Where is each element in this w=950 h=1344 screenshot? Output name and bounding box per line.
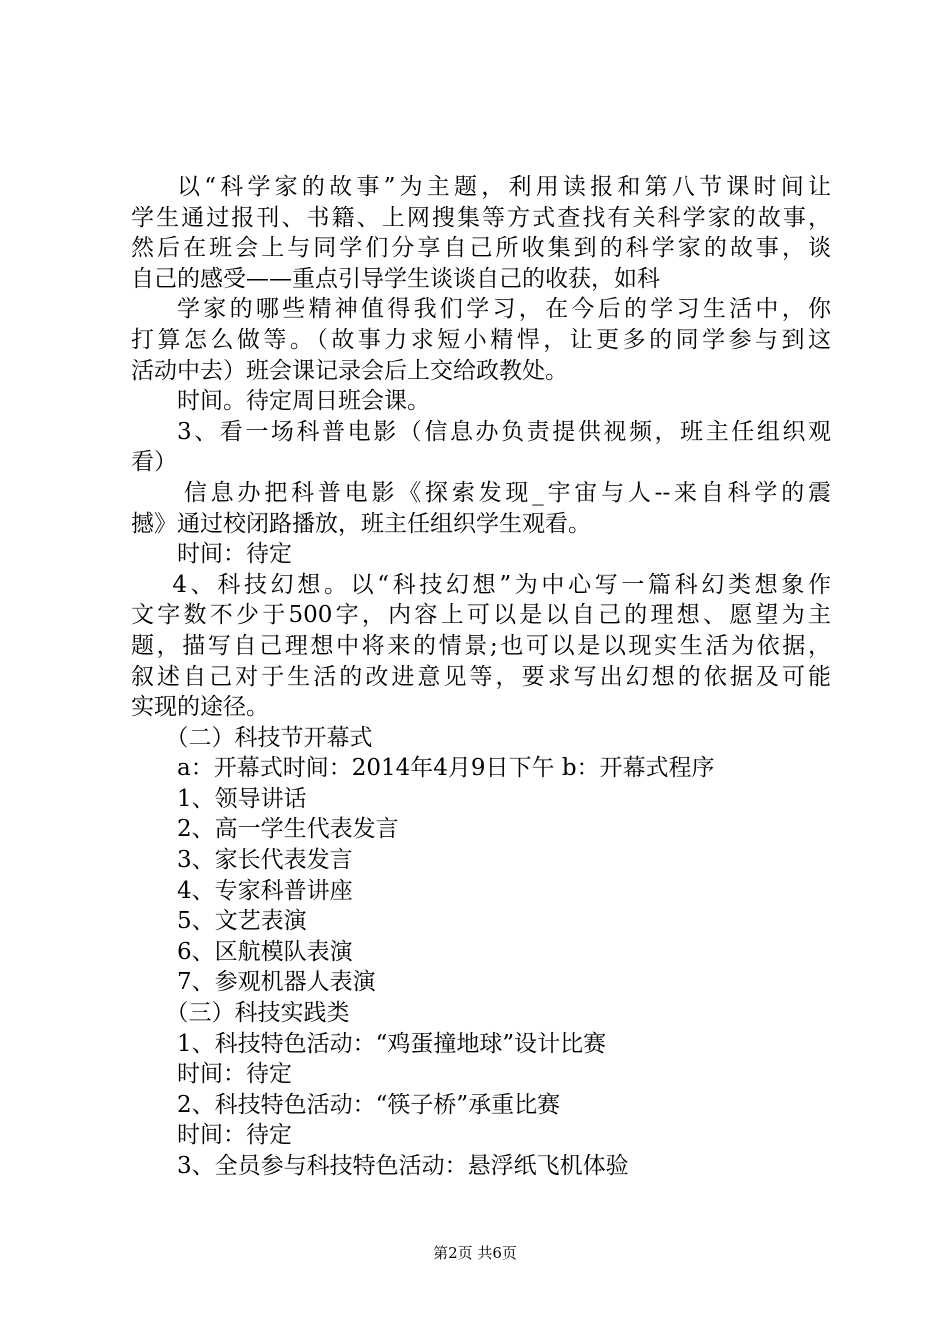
text-line: 学生通过报刊、书籍、上网搜集等方式查找有关科学家的故事，	[131, 204, 831, 231]
text-line: 学家的哪些精神值得我们学习，在今后的学习生活中，你	[177, 296, 831, 323]
page-footer: 第2页 共6页	[433, 1244, 517, 1262]
text-line: 文字数不少于500字，内容上可以是以自己的理想、愿望为主	[131, 602, 831, 629]
text-line: 2、科技特色活动：“筷子桥”承重比赛	[177, 1091, 561, 1118]
document-body	[131, 172, 831, 1182]
text-line: 5、文艺表演	[177, 908, 307, 935]
text-line: 3、看一场科普电影（信息办负责提供视频，班主任组织观	[177, 418, 831, 445]
text-line: 然后在班会上与同学们分享自己所收集到的科学家的故事，谈	[131, 235, 831, 262]
text-line: 3、全员参与科技特色活动：悬浮纸飞机体验	[177, 1153, 629, 1179]
text-line: 4、专家科普讲座	[177, 877, 353, 904]
text-line: 信息办把科普电影《探索发现_宇宙与人--来自科学的震	[183, 479, 831, 506]
text-line: 题，描写自己理想中将来的情景;也可以是以现实生活为依据，	[131, 632, 831, 659]
text-line: 以“科学家的故事”为主题，利用读报和第八节课时间让	[177, 174, 831, 200]
text-line: 6、区航模队表演	[177, 938, 353, 965]
text-line: 打算怎么做等。（故事力求短小精悍，让更多的同学参与到这	[131, 326, 831, 353]
text-line: 时间：待定	[177, 541, 292, 568]
text-line: 撼》通过校闭路播放，班主任组织学生观看。	[131, 510, 591, 537]
text-line: 时间。待定周日班会课。	[177, 388, 430, 415]
text-line: 叙述自己对于生活的改进意见等，要求写出幻想的依据及可能	[131, 663, 831, 690]
text-line: 4、科技幻想。以“科技幻想”为中心写一篇科幻类想象作	[172, 571, 831, 598]
text-line: 1、领导讲话	[177, 785, 307, 812]
text-line: （三）科技实践类	[165, 1000, 350, 1027]
text-line: 实现的途径。	[131, 694, 269, 721]
text-line: 自己的感受——重点引导学生谈谈自己的收获，如科	[131, 265, 660, 292]
text-line: 活动中去）班会课记录会后上交给政教处。	[131, 357, 568, 384]
text-line: 3、家长代表发言	[177, 847, 353, 874]
text-line: a：开幕式时间：2014年4月9日下午 b：开幕式程序	[177, 755, 715, 782]
text-line: 7、参观机器人表演	[177, 969, 376, 996]
text-line: （二）科技节开幕式	[165, 724, 373, 751]
text-line: 时间：待定	[177, 1061, 292, 1088]
text-line: 时间：待定	[177, 1122, 292, 1149]
text-line: 1、科技特色活动：“鸡蛋撞地球”设计比赛	[177, 1030, 607, 1057]
text-line: 看）	[131, 449, 177, 476]
text-line: 2、高一学生代表发言	[177, 816, 399, 843]
